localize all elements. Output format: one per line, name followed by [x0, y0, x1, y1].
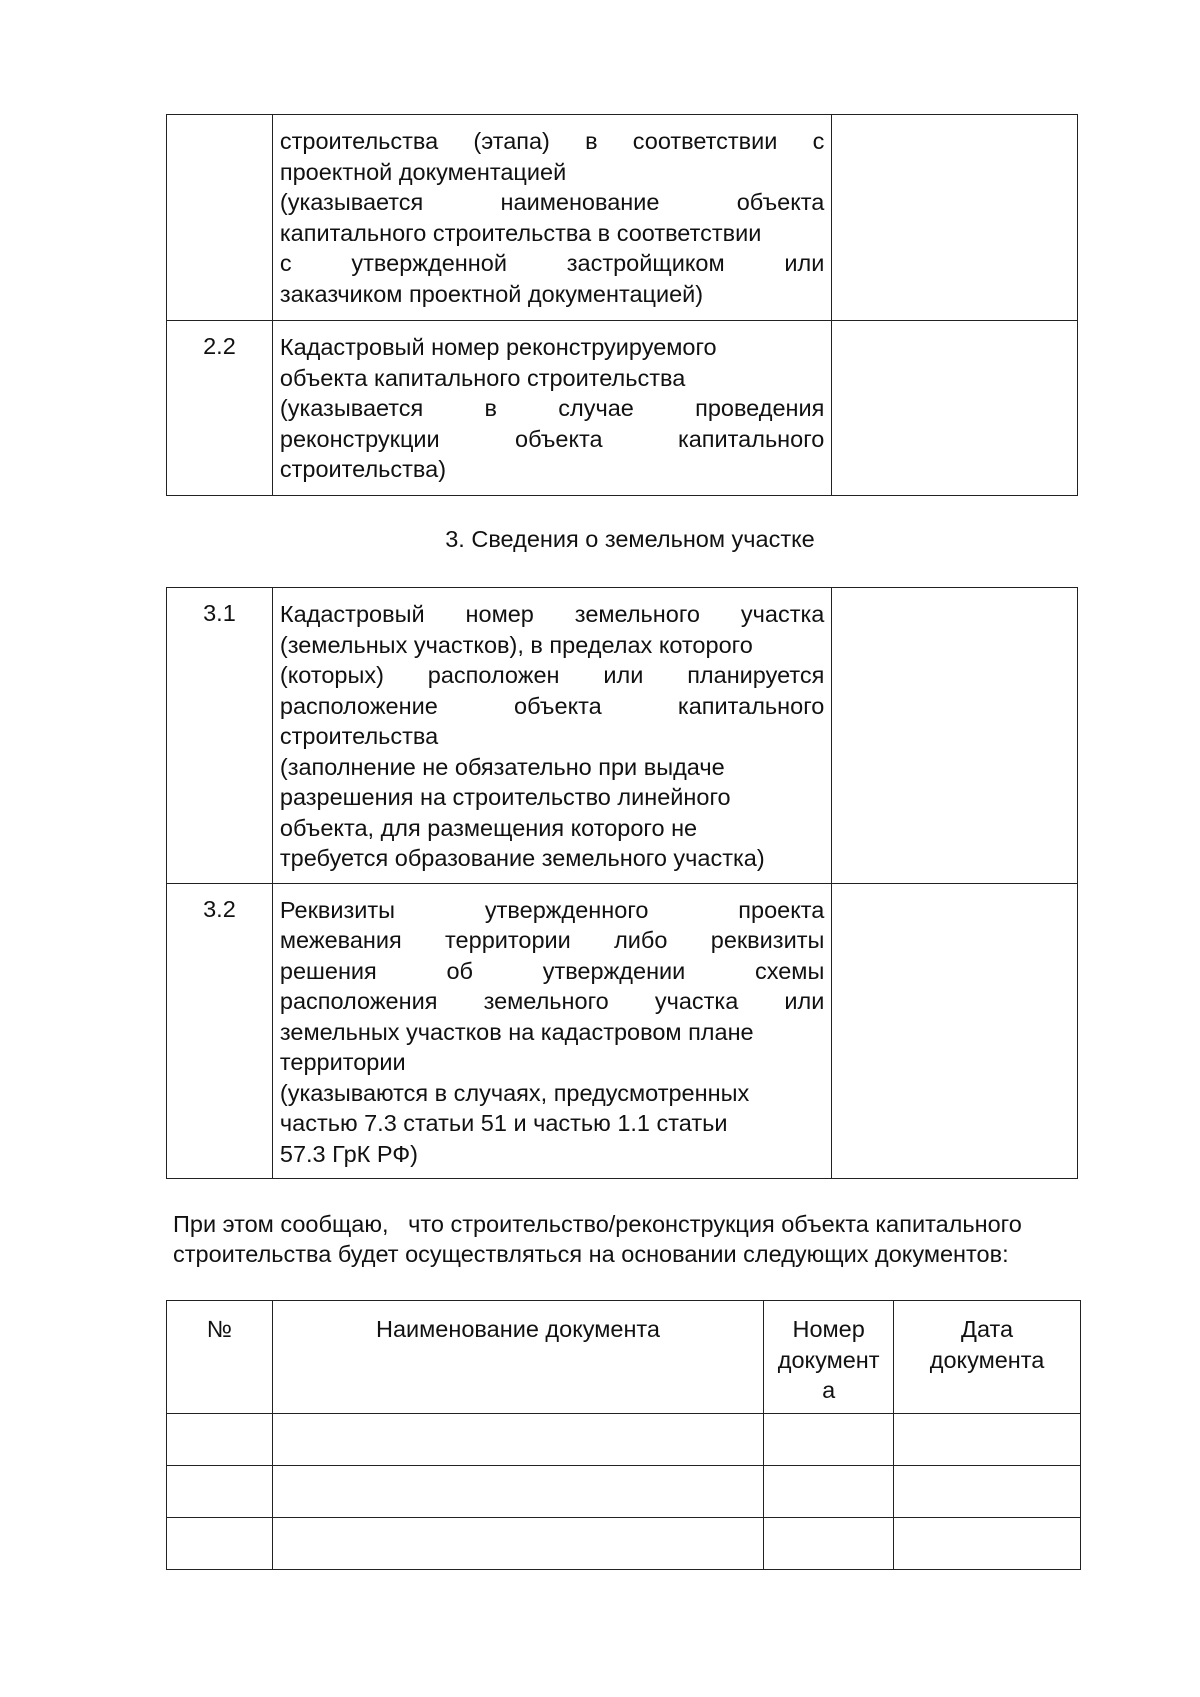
header-line: документа — [929, 1346, 1045, 1373]
header-line: Дата — [961, 1316, 1014, 1342]
table-row — [167, 321, 1078, 496]
description-line: расположения земельного участка или — [279, 988, 825, 1014]
row-number: 3.2 — [167, 883, 273, 1179]
cell-document-number[interactable] — [764, 1466, 894, 1518]
cell-document-name[interactable] — [272, 1466, 763, 1518]
cell-document-date[interactable] — [894, 1466, 1081, 1518]
description-line: (заполнение не обязательно при выдаче — [279, 753, 725, 780]
description-line: разрешения на строительство линейного — [279, 784, 731, 810]
cell-document-date[interactable] — [894, 1518, 1081, 1570]
row-description — [272, 115, 831, 321]
cell-document-date[interactable] — [894, 1414, 1081, 1466]
description-line: 57.3 ГрК РФ) — [279, 1140, 418, 1167]
table-header-row — [167, 1301, 1081, 1414]
row-description — [272, 588, 831, 884]
description-line: Кадастровый номер земельного участка — [279, 601, 825, 627]
row-description — [272, 321, 831, 496]
section-title: 3. Сведения о земельном участке — [445, 526, 815, 552]
description-line: капитального строительства в соответствии — [279, 219, 762, 246]
cell-document-number[interactable] — [764, 1518, 894, 1570]
row-number: 3.1 — [167, 588, 273, 884]
description-line: (указываются в случаях, предусмотренных — [279, 1079, 750, 1106]
description-line: (земельных участков), в пределах которого — [279, 631, 753, 658]
value-cell[interactable] — [832, 115, 1078, 321]
description-line: реконструкции объекта капитального — [279, 425, 825, 452]
table-row — [167, 115, 1078, 321]
description-line: (указывается в случае проведения — [279, 395, 825, 421]
description-line: территории — [279, 1049, 406, 1075]
paragraph-line: При этом сообщаю, что строительство/реконструкция объекта капитального — [173, 1211, 1022, 1237]
description-line: строительства (этапа) в соответствии с — [279, 128, 825, 154]
description-line: расположение объекта капитального — [279, 692, 825, 719]
description-line: с утвержденной застройщиком или — [279, 250, 825, 276]
description-line: заказчиком проектной документацией) — [279, 280, 704, 307]
value-cell[interactable] — [832, 883, 1078, 1179]
description-line: строительства — [279, 723, 439, 749]
row-number — [167, 115, 273, 321]
row-description — [272, 883, 831, 1179]
description-line: Кадастровый номер реконструируемого — [279, 334, 717, 360]
land-plot-table — [166, 587, 1078, 1179]
object-info-table — [166, 114, 1078, 496]
cell-no[interactable] — [167, 1466, 273, 1518]
table-row — [167, 883, 1078, 1179]
documents-paragraph — [173, 1209, 1133, 1269]
cell-document-name[interactable] — [272, 1518, 763, 1570]
description-line: межевания территории либо реквизиты — [279, 927, 825, 953]
description-line: строительства) — [279, 456, 447, 482]
header-line: Номер — [792, 1316, 865, 1342]
cell-document-name[interactable] — [272, 1414, 763, 1466]
description-line: требуется образование земельного участка) — [279, 845, 765, 871]
description-line: проектной документацией — [279, 158, 567, 185]
table-row — [167, 1466, 1081, 1518]
description-line: (указывается наименование объекта — [279, 189, 825, 215]
description-line: объекта, для размещения которого не — [279, 814, 698, 841]
value-cell[interactable] — [832, 588, 1078, 884]
cell-no[interactable] — [167, 1518, 273, 1570]
table-row — [167, 1518, 1081, 1570]
header-line: а — [822, 1377, 836, 1403]
description-line: (которых) расположен или планируется — [279, 662, 825, 688]
value-cell[interactable] — [832, 321, 1078, 496]
table-row — [167, 588, 1078, 884]
description-line: объекта капитального строительства — [279, 364, 686, 391]
documents-table — [166, 1300, 1081, 1570]
header-document-number — [764, 1301, 894, 1414]
row-number: 2.2 — [167, 321, 273, 496]
description-line: земельных участков на кадастровом плане — [279, 1018, 754, 1045]
description-line: Реквизиты утвержденного проекта — [279, 896, 825, 923]
header-document-name: Наименование документа — [272, 1301, 763, 1414]
cell-document-number[interactable] — [764, 1414, 894, 1466]
description-line: решения об утверждении схемы — [279, 957, 825, 984]
header-document-date — [894, 1301, 1081, 1414]
header-no: № — [167, 1301, 273, 1414]
description-line: частью 7.3 статьи 51 и частью 1.1 статьи — [279, 1110, 728, 1136]
table-row — [167, 1414, 1081, 1466]
header-line: документ — [777, 1346, 880, 1373]
cell-no[interactable] — [167, 1414, 273, 1466]
paragraph-line: строительства будет осуществляться на основании следующих документов: — [173, 1241, 1009, 1267]
